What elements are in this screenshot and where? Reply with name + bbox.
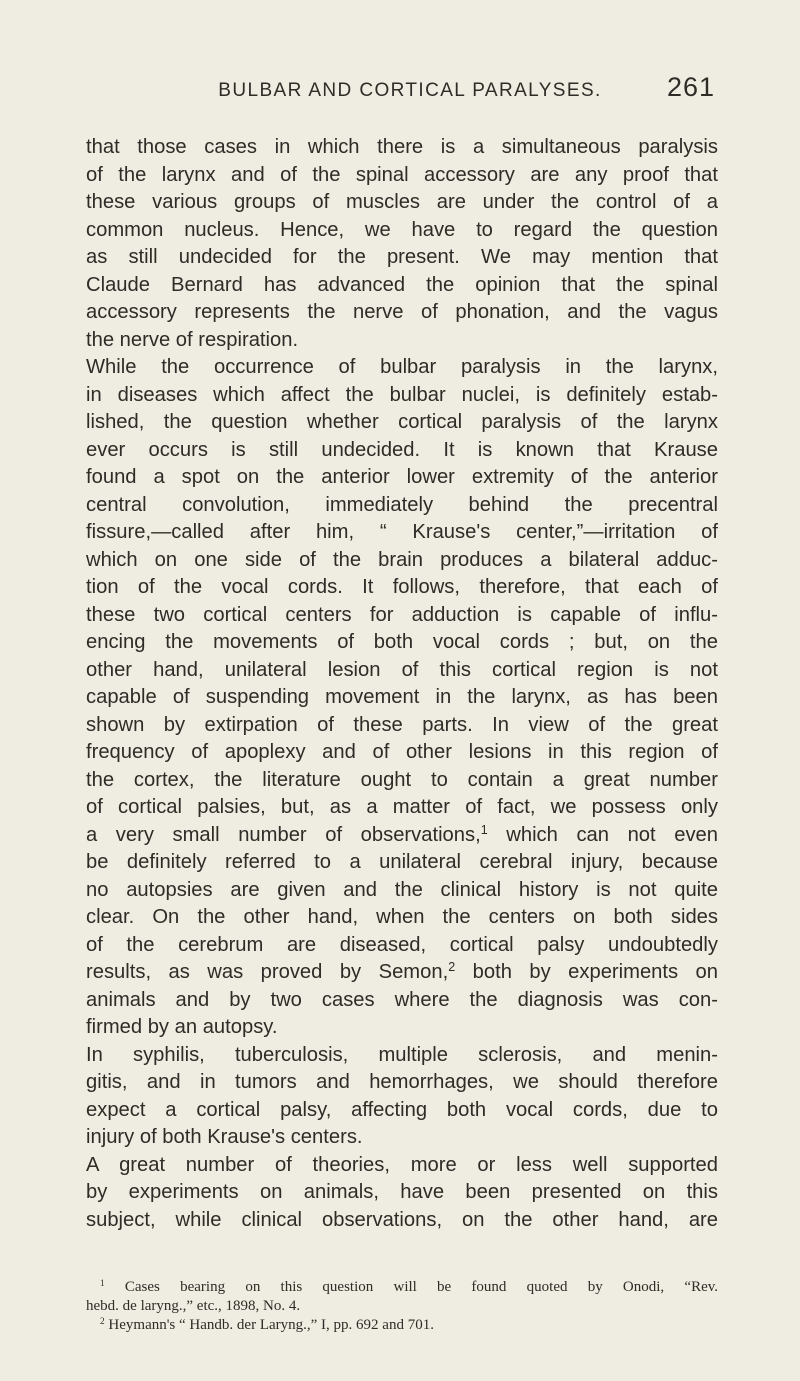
footnote-1 xyxy=(86,1278,718,1297)
footnote-text: Heymann's “ Handb. der Laryng.,” I, pp. 692 and 701. xyxy=(108,1317,434,1333)
text-segment: results, as was proved by Semon, xyxy=(86,961,449,983)
text-line: In syphilis, tuberculosis, multiple sclerosis, and menin- xyxy=(86,1043,718,1066)
text-line: in diseases which affect the bulbar nuclei, is definitely estab- xyxy=(86,383,718,406)
text-line: of cortical palsies, but, as a matter of fact, we possess only xyxy=(86,796,718,818)
text-line-with-footnote xyxy=(86,822,718,850)
text-line: clear. On the other hand, when the centers on both sides xyxy=(86,906,718,928)
text-line: these two cortical centers for adduction is capable of influ- xyxy=(86,603,718,626)
text-line: Claude Bernard has advanced the opinion that the spinal xyxy=(86,273,718,296)
text-line-with-footnote xyxy=(86,959,718,987)
text-line: gitis, and in tumors and hemorrhages, we should therefore xyxy=(86,1071,718,1093)
text-line: accessory represents the nerve of phonation, and the vagus xyxy=(86,301,718,323)
text-line: ever occurs is still undecided. It is known that Krause xyxy=(86,438,718,461)
text-segment: a very small number of observations, xyxy=(86,823,481,846)
footnote-mark: 1 xyxy=(480,822,488,837)
text-segment: both by experiments on xyxy=(472,961,719,983)
footnote-mark: 2 xyxy=(448,960,456,975)
text-line: firmed by an autopsy. xyxy=(86,1016,278,1038)
text-line: central convolution, immediately behind the precentral xyxy=(86,493,718,516)
page-number: 261 xyxy=(666,72,715,102)
text-line: no autopsies are given and the clinical history is not quite xyxy=(86,878,718,901)
text-line: capable of suspending movement in the larynx, as has been xyxy=(86,686,718,708)
footnotes xyxy=(86,1278,718,1335)
text-line: other hand, unilateral lesion of this cortical region is not xyxy=(86,658,718,681)
text-line: tion of the vocal cords. It follows, therefore, that each of xyxy=(86,576,718,598)
text-line: that those cases in which there is a simultaneous paralysis xyxy=(86,136,718,158)
footnote-2 xyxy=(86,1316,718,1335)
text-line: expect a cortical palsy, affecting both vocal cords, due to xyxy=(86,1098,718,1121)
text-line: by experiments on animals, have been presented on this xyxy=(86,1181,718,1203)
text-line: While the occurrence of bulbar paralysis in the larynx, xyxy=(86,356,718,378)
footnote-number: 2 xyxy=(100,1316,105,1327)
text-line: encing the movements of both vocal cords ; but, on the xyxy=(86,631,718,653)
text-line: lished, the question whether cortical paralysis of the larynx xyxy=(86,411,718,433)
text-line: the nerve of respiration. xyxy=(86,328,299,351)
text-line: injury of both Krause's centers. xyxy=(86,1126,363,1148)
text-line: animals and by two cases where the diagnosis was con- xyxy=(86,988,718,1011)
text-line: A great number of theories, more or less well supported xyxy=(86,1153,718,1176)
text-line: these various groups of muscles are under the control of a xyxy=(86,191,718,213)
text-line: as still undecided for the present. We may mention that xyxy=(86,246,718,268)
footnote-1-continued: hebd. de laryng.,” etc., 1898, No. 4. xyxy=(86,1298,301,1314)
text-line: common nucleus. Hence, we have to regard the question xyxy=(86,218,718,241)
text-line: shown by extirpation of these parts. In view of the great xyxy=(86,713,718,736)
text-line: of the cerebrum are diseased, cortical palsy undoubtedly xyxy=(86,933,718,956)
text-line: be definitely referred to a unilateral cerebral injury, because xyxy=(86,851,718,873)
footnote-text: Cases bearing on this question will be found quoted by Onodi, “Rev. xyxy=(124,1279,719,1295)
footnote-number: 1 xyxy=(100,1278,105,1289)
text-line: which on one side of the brain produces a bilateral adduc- xyxy=(86,548,718,571)
text-line: of the larynx and of the spinal accessory are any proof that xyxy=(86,163,718,186)
text-line: found a spot on the anterior lower extremity of the anterior xyxy=(86,466,718,488)
running-title: BULBAR AND CORTICAL PARALYSES. xyxy=(218,80,602,101)
text-segment: which can not even xyxy=(506,823,718,846)
text-line: frequency of apoplexy and of other lesions in this region of xyxy=(86,741,718,763)
text-line: subject, while clinical observations, on the other hand, are xyxy=(86,1208,718,1231)
body-text xyxy=(86,134,718,1234)
text-line: fissure,—called after him, “ Krause's center,”—irritation of xyxy=(86,521,718,543)
text-line: the cortex, the literature ought to contain a great number xyxy=(86,768,718,791)
